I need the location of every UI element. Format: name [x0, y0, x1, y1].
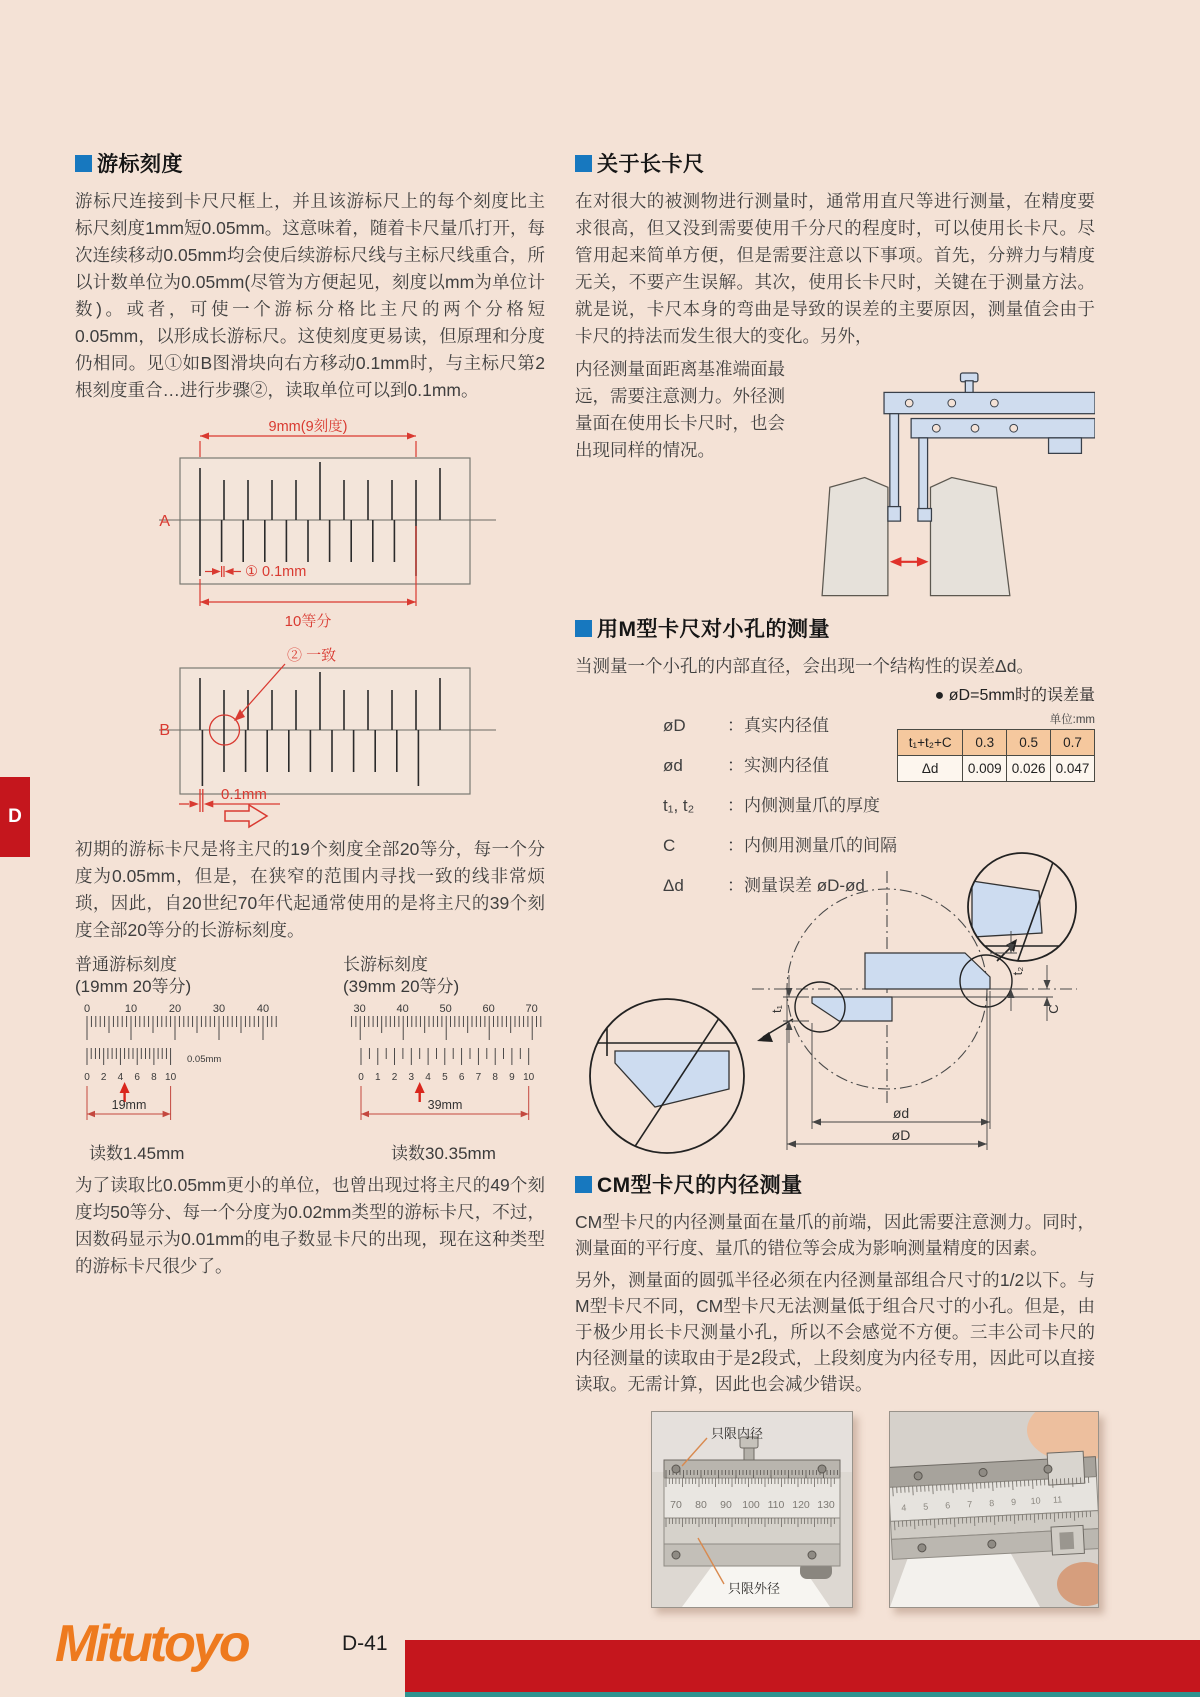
- svg-text:10: 10: [124, 1003, 138, 1015]
- section-title: 用M型卡尺对小孔的测量: [597, 618, 830, 641]
- error-table-row: [898, 756, 1095, 782]
- svg-text:3: 3: [408, 1072, 415, 1083]
- reading-value: 读数1.45mm: [89, 1144, 185, 1163]
- error-table-value-cell: 0.026: [1007, 756, 1051, 782]
- upper-scale-bar: [664, 1460, 840, 1478]
- svg-text:40: 40: [256, 1003, 270, 1015]
- reading-value: 读数30.35mm: [391, 1144, 496, 1163]
- error-table-header-cell: t₁+t₂+C: [898, 730, 963, 756]
- right-column: [575, 148, 1095, 1608]
- moving-jaw-foot: [918, 509, 932, 522]
- section-heading-m-type: [575, 613, 1095, 643]
- figure-title-line2: (19mm 20等分): [75, 977, 192, 996]
- svg-text:6: 6: [134, 1072, 140, 1083]
- svg-text:8: 8: [151, 1072, 157, 1083]
- slider-hook: [1049, 438, 1082, 453]
- svg-text:10: 10: [165, 1072, 177, 1083]
- section-heading-cm-type: [575, 1169, 1095, 1199]
- caliper-photo-left: [652, 1412, 852, 1607]
- svg-text:7: 7: [475, 1072, 482, 1083]
- mitutoyo-logo: Mitutoyo: [55, 1615, 248, 1673]
- svg-text:30: 30: [353, 1003, 366, 1015]
- paragraph: 另外，测量面的圆弧半径必须在内径测量部组合尺寸的1/2以下。与M型卡尺不同，CM型卡尺无法测量低于组合尺寸的小孔。但是，由于极少用长卡尺测量小孔，所以不会感觉不方便。三丰公司卡尺的内径测量的读取由于是2段式，上段刻度为内径专用，因此可以直接读取。无需计算，因此也会减少错误。: [575, 1270, 1095, 1394]
- svg-text:4: 4: [425, 1072, 431, 1083]
- figure-title-line1: 普通游标刻度: [75, 955, 177, 974]
- chapter-tab: [0, 777, 30, 857]
- dim-label-10-divisions: 10等分: [284, 613, 332, 630]
- svg-text:8: 8: [492, 1072, 498, 1083]
- section-bullet-icon: [575, 620, 592, 637]
- long-vernier-figure: [343, 954, 573, 1164]
- dim-label-9mm: 9mm(9刻度): [268, 419, 348, 435]
- unit-note: 0.05mm: [187, 1054, 222, 1065]
- main-scale-ticks: [352, 1016, 541, 1040]
- error-table-header-cell: 0.7: [1051, 730, 1095, 756]
- paragraph: 在对很大的被测物进行测量时，通常用直尺等进行测量，在精度要求很高，但又没到需要使用千分尺的程度时，可以使用长卡尺。尽管用起来简单方便，但是需要注意以下事项。首先，分辨力与精度无关，不要产生误解。其次，使用长卡尺时，关键在于测量方法。就是说，卡尺本身的弯曲是导致的误差的主要原因，测量值会由于卡尺的持法而发生很大的变化。另外，: [575, 191, 1095, 346]
- slide-direction-arrow-icon: [225, 805, 267, 827]
- left-column: [75, 148, 545, 1286]
- reading-pointer-icon: [415, 1082, 425, 1102]
- thumb-roller: [1059, 1532, 1074, 1550]
- error-table-header-cell: 0.3: [963, 730, 1007, 756]
- moving-jaw: [919, 438, 928, 513]
- workpiece: [822, 478, 1010, 596]
- legend-row: [663, 791, 897, 816]
- svg-text:30: 30: [212, 1003, 226, 1015]
- svg-text:100: 100: [742, 1499, 760, 1511]
- main-scale-numbers: [84, 1003, 269, 1015]
- section-heading-long-caliper: [575, 148, 1095, 178]
- upper-jaw: [865, 953, 990, 989]
- photo-row: [651, 1411, 1095, 1608]
- section-title: CM型卡尺的内径测量: [597, 1174, 803, 1197]
- error-table-value-cell: Δd: [898, 756, 963, 782]
- normal-vernier-figure: [75, 954, 315, 1164]
- dim-label: 39mm: [427, 1098, 463, 1112]
- caliper-body: [890, 1451, 1098, 1564]
- svg-text:110: 110: [767, 1499, 785, 1511]
- inside-jaws: [812, 953, 990, 1021]
- vernier-numbers: [84, 1072, 176, 1083]
- vernier-diagram-b: [75, 638, 545, 830]
- legend-description: ：真实内径值: [727, 716, 829, 735]
- vernier-numbers: [358, 1072, 534, 1083]
- svg-text:4: 4: [901, 1502, 907, 1513]
- legend-description: ：实测内径值: [727, 756, 829, 775]
- svg-text:130: 130: [817, 1499, 835, 1511]
- section-title: 游标刻度: [97, 153, 183, 176]
- error-table-value-cell: 0.009: [963, 756, 1007, 782]
- paragraph: 内径测量面距离基准端面最远，需要注意测力。外径测量面在使用长卡尺时，也会出现同样的情况。: [575, 359, 785, 460]
- chapter-tab-label: D: [8, 806, 22, 827]
- svg-text:70: 70: [525, 1003, 538, 1015]
- magnifier-lower-left: [589, 982, 845, 1153]
- fixed-jaw: [890, 414, 899, 511]
- table-unit-note: 单位:mm: [1049, 714, 1095, 726]
- note-0.1mm: ① 0.1mm: [245, 564, 307, 580]
- svg-text:8: 8: [988, 1497, 995, 1509]
- legend-symbol: C: [663, 836, 676, 855]
- section-bullet-icon: [575, 155, 592, 172]
- error-table-row: [898, 730, 1095, 756]
- svg-text:0: 0: [84, 1072, 90, 1083]
- table-caption: ● øD=5mm时的误差量: [934, 687, 1095, 704]
- svg-text:2: 2: [391, 1072, 398, 1083]
- error-table-value-cell: 0.047: [1051, 756, 1095, 782]
- legend-symbol: t₁, t₂: [663, 796, 695, 815]
- paragraph: 为了读取比0.05mm更小的单位，也曾出现过将主尺的49个刻度均50等分、每一个分度为0.02mm类型的游标卡尺，不过，因数码显示为0.01mm的电子数显卡尺的出现，现在这种类型的游标卡尺很少了。: [75, 1175, 545, 1276]
- svg-text:0: 0: [83, 1003, 91, 1015]
- text-figure-wrap: [575, 356, 1095, 597]
- photo-inner-scale-caliper: [651, 1411, 853, 1608]
- svg-text:2: 2: [100, 1072, 107, 1083]
- paragraph: CM型卡尺的内径测量面在量爪的前端，因此需要注意测力。同时，测量面的平行度、量爪的错位等会成为影响测量精度的因素。: [575, 1212, 1095, 1258]
- svg-text:4: 4: [117, 1072, 124, 1083]
- svg-text:40: 40: [396, 1003, 409, 1015]
- vernier-ticks: [361, 1048, 529, 1065]
- figure-title-line2: (39mm 20等分): [343, 977, 460, 996]
- dim-label-0.1mm: 0.1mm: [221, 786, 267, 803]
- zoom-arrow-icon: [757, 1032, 773, 1042]
- error-table-header-cell: 0.5: [1007, 730, 1051, 756]
- label-outer-only: 只限外径: [728, 1581, 781, 1596]
- svg-text:90: 90: [720, 1499, 732, 1511]
- section-bullet-icon: [75, 155, 92, 172]
- svg-text:6: 6: [944, 1500, 951, 1511]
- svg-text:0: 0: [358, 1072, 364, 1083]
- legend-description: ：内侧测量爪的厚度: [727, 796, 880, 815]
- legend-symbol: Δd: [663, 876, 684, 895]
- svg-text:6: 6: [458, 1072, 465, 1083]
- scale-figures: [75, 954, 545, 1164]
- svg-text:9: 9: [509, 1072, 515, 1083]
- figure-title-line1: 长游标刻度: [343, 955, 428, 974]
- svg-text:11: 11: [1052, 1494, 1063, 1505]
- footer-teal-bar: [405, 1692, 1200, 1697]
- dim-oD: øD: [891, 1127, 911, 1143]
- svg-text:10: 10: [523, 1072, 535, 1083]
- legend-row: [663, 831, 897, 856]
- long-vernier-scale-graphic: [343, 1002, 573, 1134]
- symbol-legend: [663, 711, 897, 911]
- error-table-box: [897, 711, 1095, 911]
- legend-symbol: ød: [663, 756, 683, 775]
- long-caliper-illustration: [795, 362, 1095, 597]
- normal-vernier-scale-graphic: [75, 1002, 315, 1134]
- caliper-photo-right: [890, 1412, 1098, 1607]
- svg-text:70: 70: [670, 1499, 682, 1511]
- svg-text:50: 50: [439, 1003, 452, 1015]
- svg-text:10: 10: [1030, 1495, 1041, 1507]
- main-scale-ticks: [87, 1016, 276, 1040]
- paragraph: 初期的游标卡尺是将主尺的19个刻度全部20等分，每一个分度为0.05mm，但是，在狭窄的范围内寻找一致的线非常烦琐，因此，自20世纪70年代起通常使用的是将主尺的39个刻度全部20等分的长游标刻度。: [75, 839, 545, 940]
- legend-row: [663, 751, 897, 776]
- vernier-ticks: [87, 1048, 171, 1065]
- svg-text:9: 9: [1010, 1496, 1017, 1508]
- svg-text:5: 5: [923, 1501, 929, 1512]
- svg-text:60: 60: [482, 1003, 495, 1015]
- paragraph: 游标尺连接到卡尺尺框上，并且该游标尺上的每个刻度比主标尺刻度1mm短0.05mm。这意味着，随着卡尺量爪打开，每次连续移动0.05mm均会使后续游标尺线与主标尺线重合，所以计数单位为0.05mm(尽管为方便起见，刻度以mm为单位计数)。或者，可使一个游标分格比主尺的两个分格短0.05mm，以形成长游标尺。这使刻度更易读，但原理和分度仍相同。见①如B图滑块向右方移动0.1mm时，与主标尺第2根刻度重合…进行步骤②，读取单位可以到0.1mm。: [75, 191, 545, 400]
- figure-title: [343, 954, 573, 998]
- svg-text:1: 1: [374, 1072, 381, 1083]
- legend-symbol: øD: [663, 716, 686, 735]
- svg-text:5: 5: [442, 1072, 448, 1083]
- label-inner-only: 只限内径: [711, 1426, 764, 1441]
- svg-text:20: 20: [168, 1003, 182, 1015]
- page-number: D-41: [342, 1632, 388, 1655]
- main-scale-numbers: [353, 1003, 537, 1015]
- figure-title: [75, 954, 315, 998]
- section-heading-vernier-scale: [75, 148, 545, 178]
- diagram-label-b: B: [159, 722, 170, 739]
- vernier-diagram-a: [75, 416, 545, 634]
- svg-text:7: 7: [966, 1499, 973, 1510]
- note-coincide: ② 一致: [287, 647, 337, 664]
- fixed-jaw-foot: [888, 507, 901, 522]
- dim-label: 19mm: [111, 1098, 147, 1112]
- legend-row: [663, 711, 897, 736]
- dim-od: ød: [892, 1105, 910, 1121]
- section-title: 关于长卡尺: [597, 153, 705, 176]
- main-beam: [884, 392, 1095, 413]
- dim-t2: t₂: [1010, 966, 1025, 976]
- svg-text:120: 120: [792, 1499, 810, 1511]
- scale-body: [180, 458, 470, 584]
- diagram-label-a: A: [159, 513, 170, 530]
- lower-jaw: [812, 997, 892, 1021]
- section-bullet-icon: [575, 1176, 592, 1193]
- paragraph: 当测量一个小孔的内部直径，会出现一个结构性的误差Δd。: [575, 656, 1034, 676]
- photo-caliper-with-finger: [889, 1411, 1099, 1608]
- error-table: [897, 729, 1095, 782]
- legend-description: ：测量误差 øD-ød: [727, 876, 865, 895]
- svg-text:80: 80: [695, 1499, 707, 1511]
- dim-c: C: [1046, 1004, 1061, 1014]
- footer-red-bar: [405, 1640, 1200, 1692]
- measure-arrow-icon: [890, 557, 929, 567]
- dim-t1: t₁: [769, 1005, 784, 1013]
- legend-description: ：内侧用测量爪的间隔: [727, 836, 897, 855]
